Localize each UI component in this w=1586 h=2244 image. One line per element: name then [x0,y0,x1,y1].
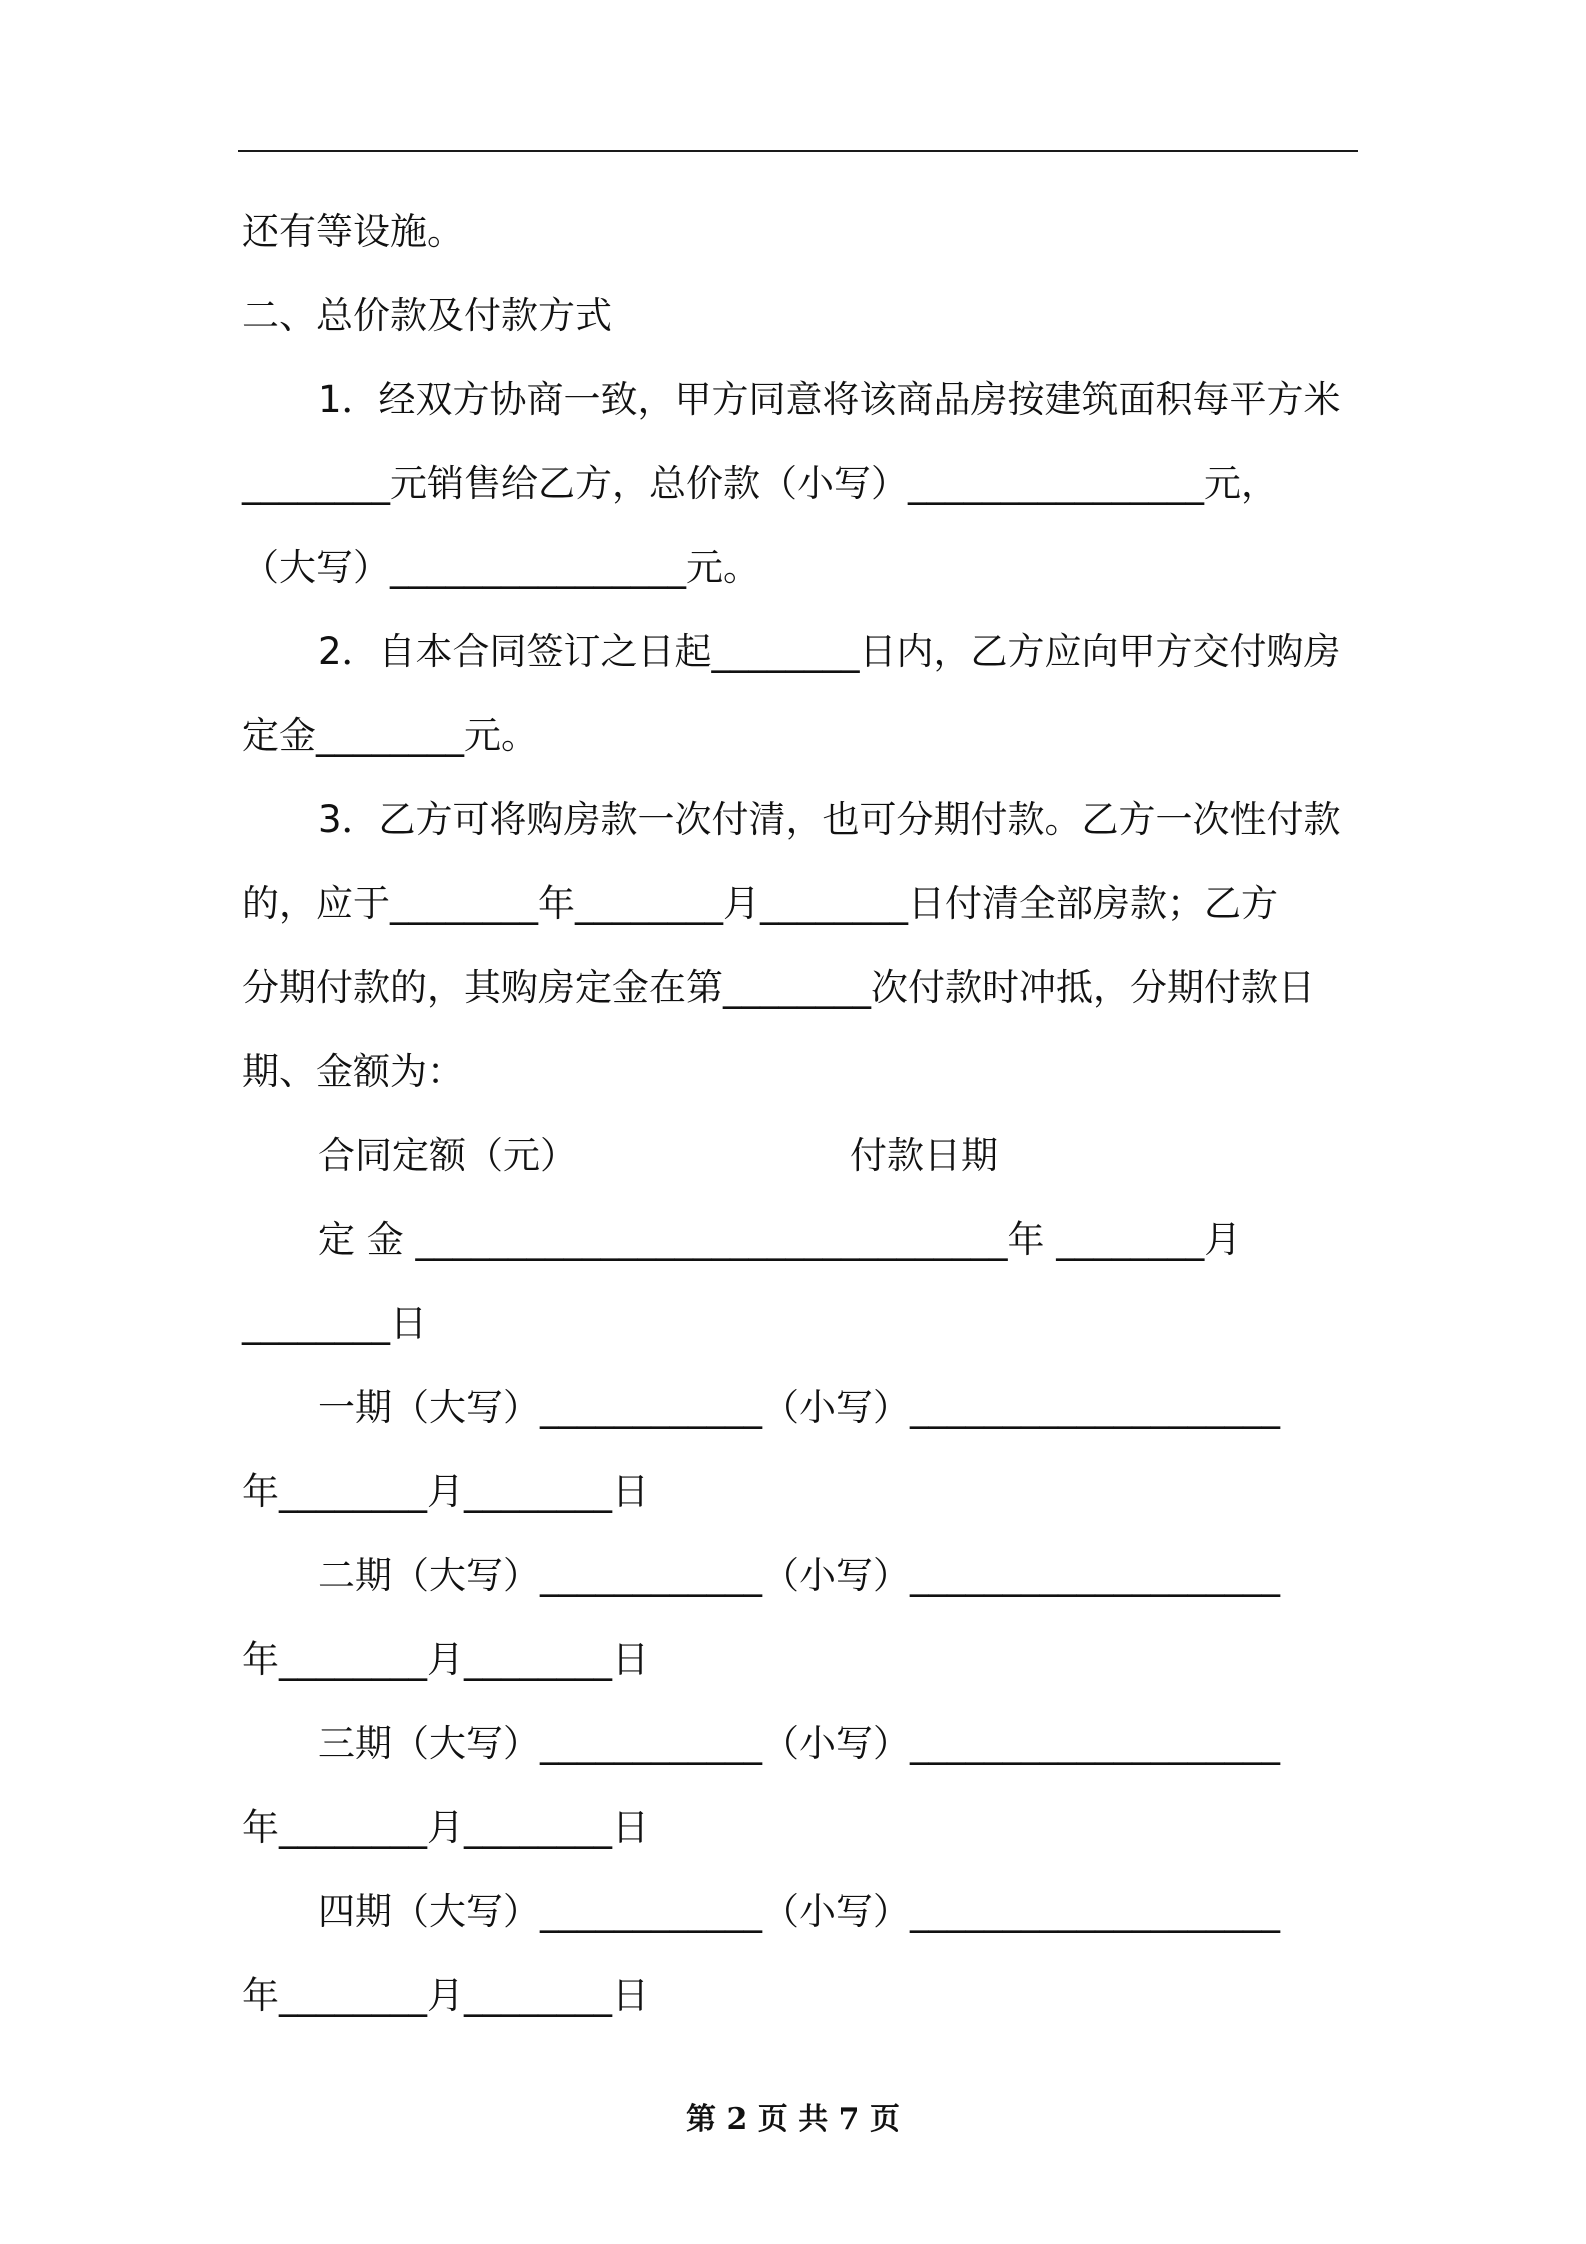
paragraph-line: 还有等设施。 [242,210,464,253]
clause-3-installment-line: 分期付款的，其购房定金在第________次付款时冲抵，分期付款日 [242,966,1315,1009]
amount-column-header: 合同定额（元） [318,1134,577,1177]
installment-1-date: 年________月________日 [242,1470,649,1513]
date-column-header: 付款日期 [850,1134,998,1177]
installment-1-row: 一期（大写）____________（小写）____________________ [318,1386,1280,1429]
section-heading: 二、总价款及付款方式 [242,294,612,337]
installment-2-row: 二期（大写）____________（小写）____________________ [318,1554,1280,1597]
clause-1-price-line: ________元销售给乙方，总价款（小写）________________元， [242,462,1278,505]
header-rule [238,150,1358,152]
deposit-row: 定 金 ________________________________年 ________月 [318,1218,1242,1261]
clause-3-line: 3．乙方可将购房款一次付清，也可分期付款。乙方一次性付款 [318,798,1341,841]
clause-3-date-line: 的，应于________年________月________日付清全部房款；乙方 [242,882,1278,925]
document-body [242,190,1356,2038]
installment-4-date: 年________月________日 [242,1974,649,2017]
clause-1-capital-line: （大写）________________元。 [242,546,760,589]
page-number: 第 2 页 共 7 页 [686,2102,900,2137]
deposit-row-day: ________日 [242,1302,427,1345]
installment-4-row: 四期（大写）____________（小写）____________________ [318,1890,1280,1933]
clause-3-amount-line: 期、金额为： [242,1050,464,1093]
installment-2-date: 年________月________日 [242,1638,649,1681]
installment-3-row: 三期（大写）____________（小写）____________________ [318,1722,1280,1765]
clause-2-deposit-line: 定金________元。 [242,714,538,757]
installment-3-date: 年________月________日 [242,1806,649,1849]
clause-2-line: 2．自本合同签订之日起________日内，乙方应向甲方交付购房 [318,630,1341,673]
payment-table-header [242,1114,1356,1198]
clause-1-line: 1．经双方协商一致，甲方同意将该商品房按建筑面积每平方米 [318,378,1341,421]
